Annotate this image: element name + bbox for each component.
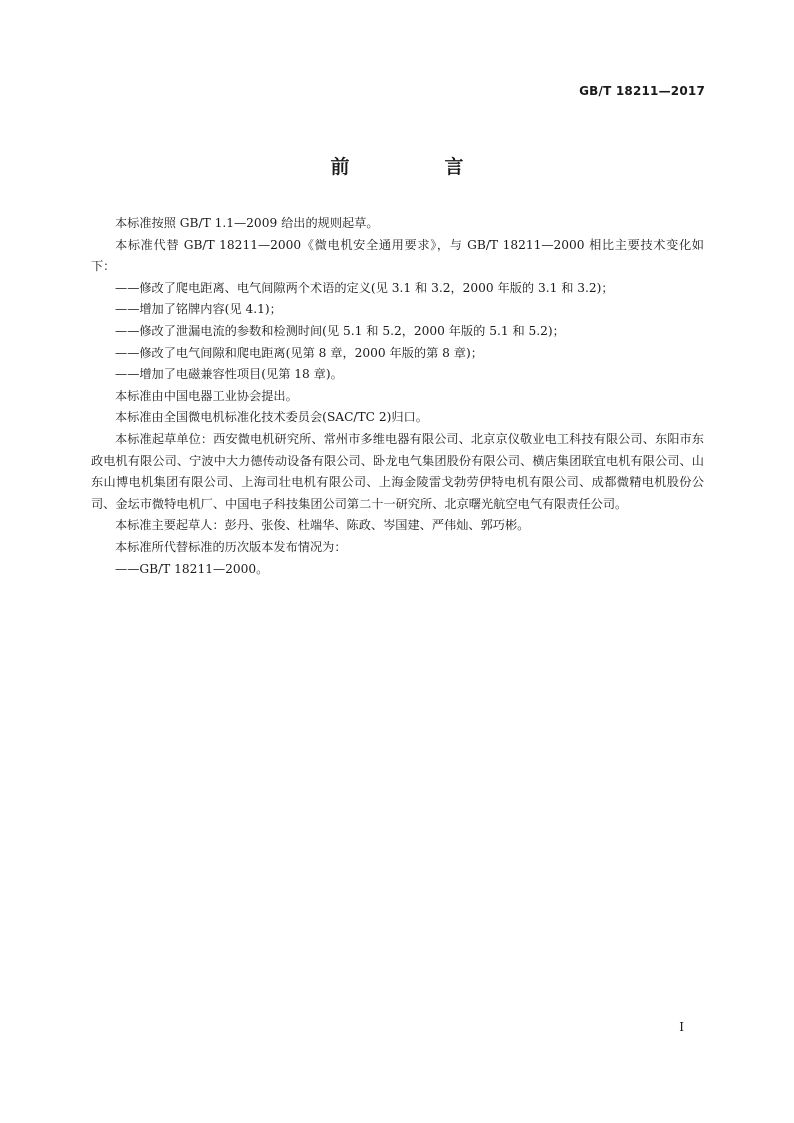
drafting-units: 本标准起草单位：西安微电机研究所、常州市多维电器有限公司、北京京仪敬业电工科技有限公司、东阳市东政电机有限公司、宁波中大力德传动设备有限公司、卧龙电气集团股份有限公司、横店集团联宜电机有限公司、山东山博电机集团有限公司、上海司壮电机有限公司、上海金陵雷戈勃劳伊特电机有限公司、成都微精电机股份公司、金坛市微特电机厂、中国电子科技集团公司第二十一研究所、北京曙光航空电气有限责任公司。 bbox=[91, 431, 704, 511]
paragraph: 本标准所代替标准的历次版本发布情况为： bbox=[115, 539, 347, 554]
change-item: ——修改了电气间隙和爬电距离(见第 8 章，2000 年版的第 8 章)； bbox=[115, 345, 483, 360]
change-item: ——修改了爬电距离、电气间隙两个术语的定义(见 3.1 和 3.2，2000 年版的 3.1 和 3.2)； bbox=[115, 280, 614, 295]
previous-edition-item: ——GB/T 18211—2000。 bbox=[115, 561, 269, 576]
paragraph: 本标准按照 GB/T 1.1—2009 给出的规则起草。 bbox=[115, 216, 379, 230]
foreword-body bbox=[91, 213, 704, 580]
change-item: ——修改了泄漏电流的参数和检测时间(见 5.1 和 5.2，2000 年版的 5.1 和 5.2)； bbox=[115, 323, 565, 338]
paragraph: 本标准由全国微电机标准化技术委员会(SAC/TC 2)归口。 bbox=[115, 410, 428, 425]
change-item: ——增加了铭牌内容(见 4.1)； bbox=[115, 302, 282, 317]
page-title: 前 言 bbox=[330, 156, 502, 178]
paragraph: 本标准代替 GB/T 18211—2000《微电机安全通用要求》，与 GB/T 18211—2000 相比主要技术变化如下： bbox=[91, 237, 704, 274]
change-item: ——增加了电磁兼容性项目(见第 18 章)。 bbox=[115, 367, 343, 382]
drafters: 本标准主要起草人：彭丹、张俊、杜端华、陈政、岑国建、严伟灿、郭巧彬。 bbox=[115, 518, 530, 533]
paragraph: 本标准由中国电器工业协会提出。 bbox=[115, 388, 298, 403]
standard-number: GB/T 18211—2017 bbox=[579, 84, 705, 98]
page-number: I bbox=[679, 1020, 684, 1034]
